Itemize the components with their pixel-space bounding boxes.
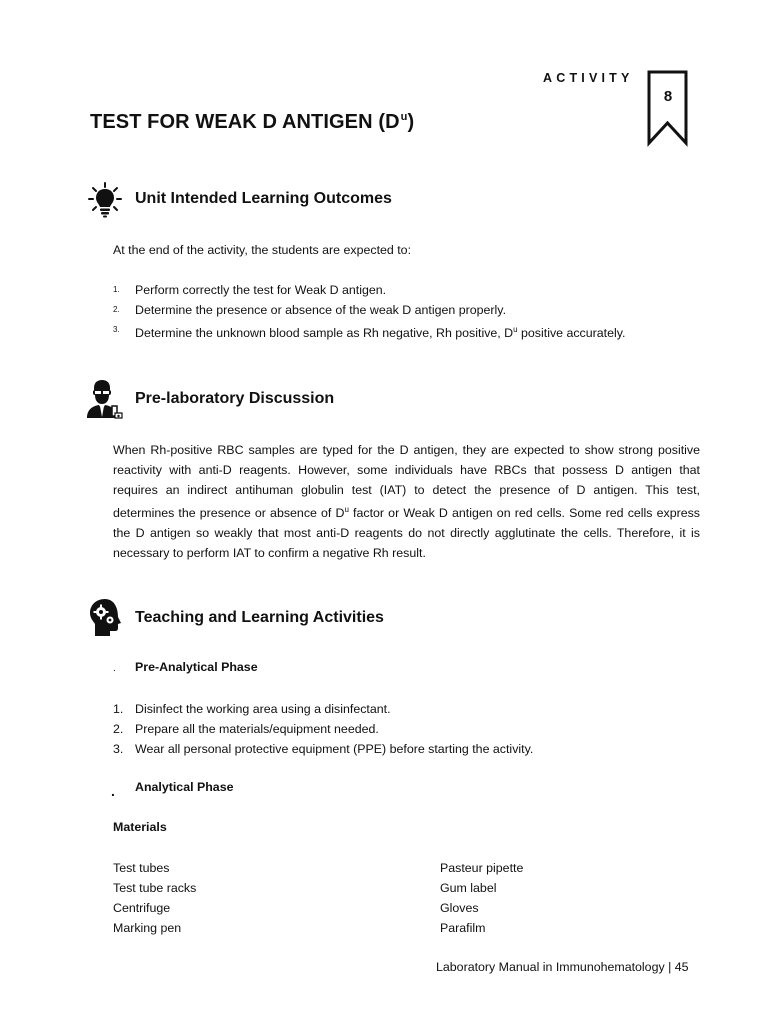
list-item: 1. Perform correctly the test for Weak D antigen. xyxy=(113,283,387,297)
list-item: Parafilm xyxy=(440,921,486,935)
outcomes-list xyxy=(113,280,625,343)
list-item: 1. Disinfect the working area using a disinfectant. xyxy=(113,702,391,716)
list-item: 2. Determine the presence or absence of the weak D antigen properly. xyxy=(113,303,507,317)
outcomes-heading: Unit Intended Learning Outcomes xyxy=(135,190,392,207)
outcomes-intro: At the end of the activity, the students are expected to: xyxy=(113,243,412,257)
activity-label: ACTIVITY xyxy=(543,71,634,85)
pre-analytical-list xyxy=(113,699,533,759)
list-item: Gloves xyxy=(440,901,479,915)
pre-analytical-bullet: . xyxy=(113,663,116,674)
list-item: 3. Determine the unknown blood sample as Rh negative, Rh positive, $D^u$ positive accurately. xyxy=(113,325,626,341)
list-item: Marking pen xyxy=(113,921,182,935)
list-item: Pasteur pipette xyxy=(440,861,524,875)
activity-number: 8 xyxy=(663,88,673,105)
pre-analytical-label: Pre-Analytical Phase xyxy=(135,660,258,674)
list-item: 3. Wear all personal protective equipment (PPE) before starting the activity. xyxy=(113,742,534,756)
head-gears-icon xyxy=(88,598,126,636)
page-footer: Laboratory Manual in Immunohematology | 45 xyxy=(436,960,689,974)
scientist-icon xyxy=(85,379,123,417)
discussion-paragraph: When Rh-positive RBC samples are typed for the D antigen, they are expected to show strong positive reactivity with anti-D reagents. However, some individuals have RBCs that possess D antigen that requires an indirect antihuman globulin test (IAT) to detect the presence of D antigen. This test, determines the presence or absence of $D^u$ factor or Weak D antigen on red cells. Some red cells express the D antigen so weakly that most anti-D reagents do not directly agglutinate the cells. Therefore, it is necessary to perform IAT to confirm a negative Rh result. xyxy=(113,443,700,561)
list-item: Test tubes xyxy=(113,861,170,875)
analytical-bullet: . xyxy=(111,783,115,799)
list-item: Test tube racks xyxy=(113,881,197,895)
materials-right-column xyxy=(440,858,523,938)
materials-left-column xyxy=(113,858,196,938)
activity-bookmark xyxy=(646,69,690,147)
analytical-label: Analytical Phase xyxy=(135,780,234,794)
discussion-heading: Pre-laboratory Discussion xyxy=(135,390,335,407)
materials-label: Materials xyxy=(113,820,167,834)
list-item: 2. Prepare all the materials/equipment needed. xyxy=(113,722,379,736)
teaching-heading: Teaching and Learning Activities xyxy=(135,609,384,626)
bookmark-icon xyxy=(646,69,690,147)
list-item: Gum label xyxy=(440,881,497,895)
page-title: TEST FOR WEAK D ANTIGEN $(D^u)$ xyxy=(90,111,415,133)
lightbulb-icon xyxy=(88,181,126,219)
list-item: Centrifuge xyxy=(113,901,171,915)
